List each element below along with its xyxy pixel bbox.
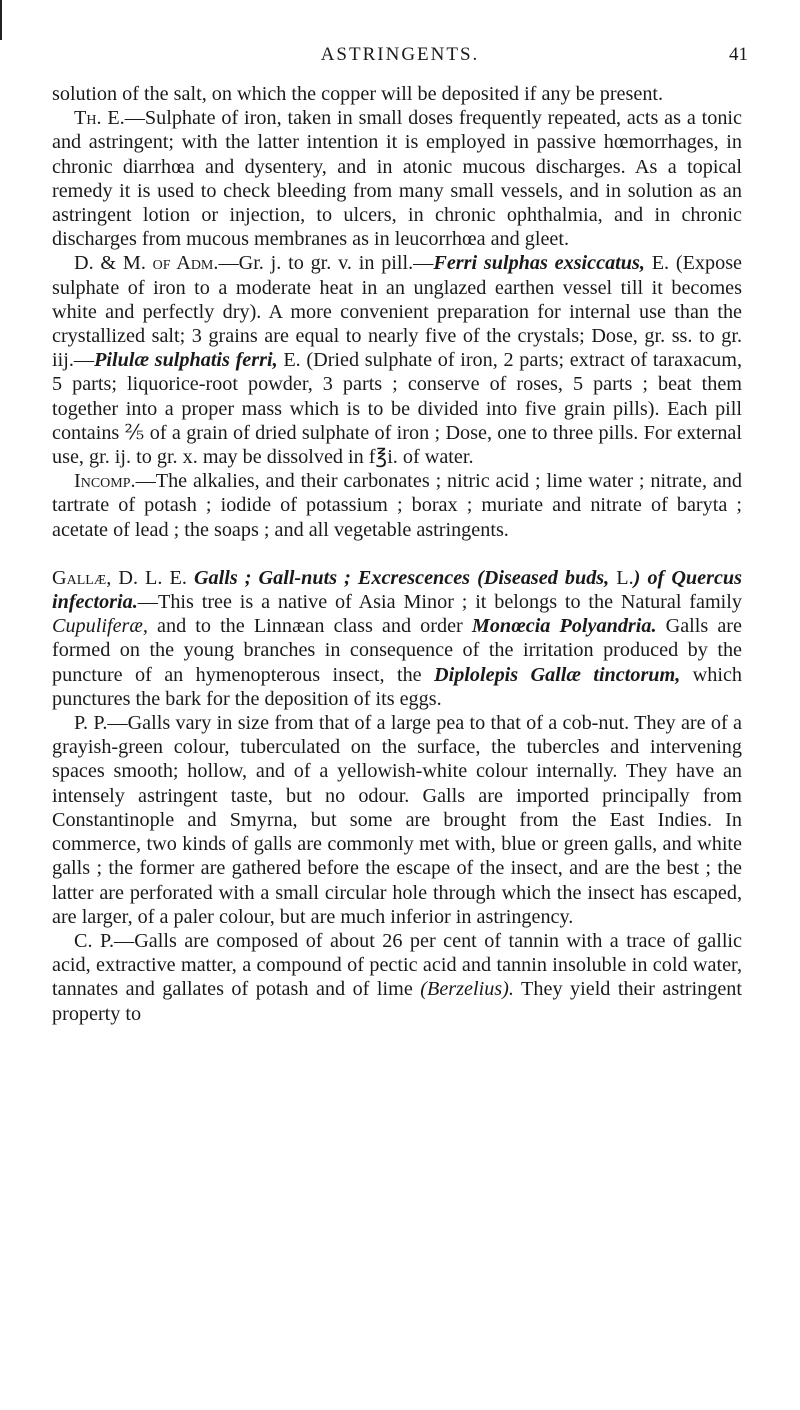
section-lead: P. P.: [74, 712, 108, 735]
section-lead: Incomp.: [74, 470, 136, 493]
page-header: [52, 44, 748, 74]
page-edge-line: [0, 0, 2, 40]
section-lead: D. & M. of Adm.: [74, 252, 219, 275]
entry-heading: Gallæ,: [52, 566, 112, 589]
paragraph-gallae: Gallæ, D. L. E. Galls ; Gall-nuts ; Excrescences (Diseased buds, L.) of Quercus infectoria.—This tree is a native of Asia Minor ; it belongs to the Natural family Cupuliferæ, and to the Linnæan class and order Monœcia Polyandria. Galls are formed on the young branches in consequence of the irritation produced by the puncture of an hymenopterous insect, the Diplolepis Gallæ tinctorum, which punctures the bark for the deposition of its eggs.: [52, 566, 743, 710]
paragraph-chemical-properties: C. P.—Galls are composed of about 26 per cent of tannin with a trace of gallic acid, extractive matter, a compound of pectic acid and tannin insoluble in cold water, tannates and gallates of potash and of lime (Berzelius). They yield their astringent property to: [52, 929, 742, 1025]
section-lead: C. P.: [74, 929, 115, 952]
page-number: 41: [729, 44, 748, 65]
section-lead: Th. E.: [74, 107, 125, 130]
paragraph-dose-administration: D. & M. of Adm.—Gr. j. to gr. v. in pill.—Ferri sulphas exsiccatus, E. (Expose sulphate of iron to a moderate heat in an unglazed earthen vessel till it becomes white and perfectly dry). A more convenient preparation for internal use than the crystallized salt; 3 grains are equal to nearly five of the crystals; Dose, gr. ss. to gr. iij.—Pilulæ sulphatis ferri, E. (Dried sulphate of iron, 2 parts; extract of taraxacum, 5 parts; liquorice-root powder, 3 parts ; conserve of roses, 5 parts ; beat them together into a proper mass which is to be divided into five grain pills). Each pill contains ⅖ of a grain of dried sulphate of iron ; Dose, one to three pills. For external use, gr. ij. to gr. x. may be dissolved in f℥i. of water.: [52, 252, 743, 469]
paragraph-therapeutic-effects: Th. E.—Sulphate of iron, taken in small doses frequently repeated, acts as a tonic and astringent; with the latter intention it is employed in passive hœmorrhages, in chronic diarrhœa and dysentery, and in atonic mucous discharges. As a topical remedy it is used to check bleeding from many small vessels, and in solution as an astringent lotion or injection, to ulcers, in chronic ophthalmia, and in chronic discharges from mucous membranes as in leucorrhœa and gleet.: [52, 107, 742, 251]
running-title: ASTRINGENTS.: [320, 44, 480, 65]
section-gap: [52, 542, 742, 566]
paragraph-physical-properties: P. P.—Galls vary in size from that of a large pea to that of a cob-nut. They are of a grayish-green colour, tuberculated on the surface, the tubercles and intervening spaces smooth; hollow, and of a yellowish-white colour internally. They have an intensely astringent taste, but no odour. Galls are imported principally from Constantinople and Smyrna, but some are brought from the East Indies. In commerce, two kinds of galls are commonly met with, blue or green galls, and white galls ; the former are gathered before the escape of the insect, and are the best ; the latter are perforated with a small circular hole through which the insect has escaped, are larger, of a paler colour, but are much inferior in astringency.: [52, 712, 742, 928]
paragraph-incompatibles: Incomp.—The alkalies, and their carbonates ; nitric acid ; lime water ; nitrate, and tartrate of potash ; iodide of potassium ; borax ; muriate and nitrate of baryta ; acetate of lead ; the soaps ; and all vegetable astringents.: [52, 470, 742, 541]
body-text: [52, 82, 742, 1026]
paragraph-solution: solution of the salt, on which the copper will be deposited if any be present.: [52, 83, 664, 105]
